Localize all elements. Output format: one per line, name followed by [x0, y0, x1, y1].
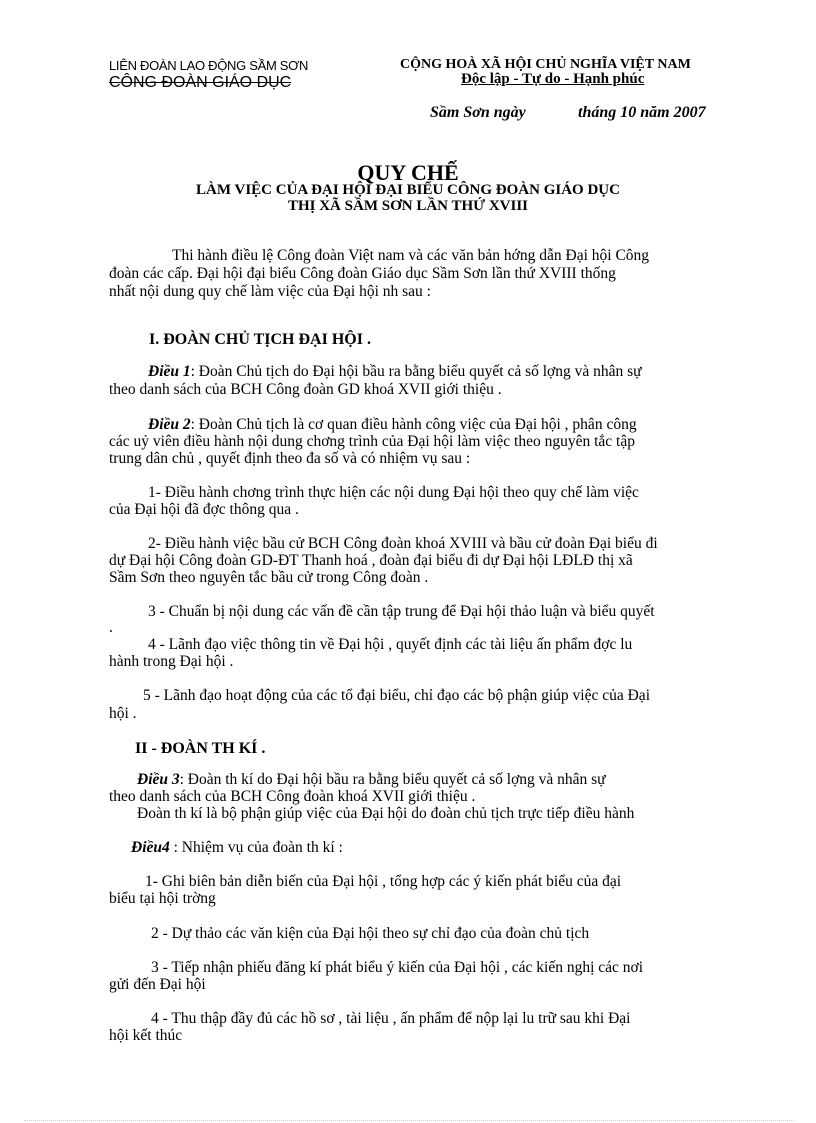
dieu3-line-1	[137, 771, 606, 789]
s1-item5-line-1: 5 - Lãnh đạo hoạt động của các tổ đại biểu, chỉ đạo các bộ phận giúp việc của Đại	[143, 687, 650, 704]
s1-item3-line-2: .	[109, 619, 113, 636]
s2-item1-line-2: biểu tại hội trờng	[109, 890, 216, 907]
dieu3-line-3: Đoàn th kí là bộ phận giúp việc của Đại hội do đoàn chủ tịch trực tiếp điều hành	[137, 805, 635, 822]
org-name-line1: LIÊN ĐOÀN LAO ĐỘNG SẦM SƠN	[109, 58, 309, 73]
s1-item5-line-2: hội .	[109, 705, 137, 722]
s2-item1-line-1: 1- Ghi biên bản diễn biến của Đại hội , tổng hợp các ý kiến phát biểu của đại	[145, 873, 622, 890]
dieu3-line-2: theo danh sách của BCH Công đoàn khoá XVII giới thiệu .	[109, 788, 476, 805]
dieu3-label: Điều 3	[137, 771, 180, 788]
s1-item4-line-1: 4 - Lãnh đạo việc thông tin về Đại hội , quyết định các tài liệu ấn phẩm đợc lu	[148, 636, 633, 653]
dieu2-text: : Đoàn Chủ tịch là cơ quan điều hành công việc của Đại hội , phân công	[190, 416, 637, 433]
dieu1-text: : Đoàn Chủ tịch do Đại hội bầu ra bằng biểu quyết cả số lợng và nhân sự	[190, 363, 642, 380]
s2-item3-line-2: gửi đến Đại hội	[109, 976, 206, 993]
dieu2-line-1	[148, 416, 637, 434]
intro-line-3: nhất nội dung quy chế làm việc của Đại hội nh sau :	[109, 283, 431, 300]
dieu1-line-1	[148, 363, 642, 381]
dieu1-line-2: theo danh sách của BCH Công đoàn GD khoá XVII giới thiệu .	[109, 381, 502, 398]
document-title: QUY CHẾ	[357, 160, 459, 185]
intro-line-1: Thi hành điều lệ Công đoàn Việt nam và các văn bản hớng dẫn Đại hội Công	[172, 247, 650, 264]
national-title: CỘNG HOÀ XÃ HỘI CHỦ NGHĨA VIỆT NAM	[400, 57, 691, 72]
document-subtitle-1: LÀM VIỆC CỦA ĐẠI HỘI ĐẠI BIỂU CÔNG ĐOÀN GIÁO DỤC	[196, 182, 620, 198]
date-place: Sầm Sơn ngày	[430, 104, 526, 121]
s2-item4-line-2: hội kết thúc	[109, 1027, 183, 1044]
s2-item2-line-1: 2 - Dự thảo các văn kiện của Đại hội theo sự chỉ đạo của đoàn chủ tịch	[151, 925, 590, 942]
s1-item1-line-1: 1- Điều hành chơng trình thực hiện các nội dung Đại hội theo quy chế làm việc	[148, 484, 639, 501]
s1-item2-line-3: Sầm Sơn theo nguyên tắc bầu cử trong Công đoàn .	[109, 569, 429, 586]
intro-line-2: đoàn các cấp. Đại hội đại biểu Công đoàn Giáo dục Sầm Sơn lần thứ XVIII thống	[109, 265, 616, 282]
document-subtitle-2: THỊ XÃ SẦM SƠN LẦN THỨ XVIII	[287, 198, 529, 214]
dieu3-text: : Đoàn th kí do Đại hội bầu ra bằng biểu quyết cả số lợng và nhân sự	[179, 771, 606, 788]
s1-item4-line-2: hành trong Đại hội .	[109, 653, 234, 670]
dieu4-label: Điều4	[131, 839, 170, 856]
dieu4-line-1	[131, 839, 343, 857]
org-name-line2: CÔNG ĐOÀN GIÁO DỤC	[109, 74, 292, 91]
national-motto: Độc lập - Tự do - Hạnh phúc	[461, 71, 645, 87]
dieu2-line-2: các uỷ viên điều hành nội dung chơng trình của Đại hội làm việc theo nguyên tắc tập	[109, 433, 635, 450]
date-rest: tháng 10 năm 2007	[578, 104, 706, 121]
s2-item3-line-1: 3 - Tiếp nhận phiếu đăng kí phát biểu ý kiến của Đại hội , các kiến nghị các nơi	[151, 959, 644, 976]
section2-heading: II - ĐOÀN TH KÍ .	[135, 740, 266, 757]
s2-item4-line-1: 4 - Thu thập đầy đủ các hồ sơ , tài liệu , ấn phẩm để nộp lại lu trữ sau khi Đại	[151, 1010, 631, 1027]
dieu2-line-3: trung dân chủ , quyết định theo đa số và có nhiệm vụ sau :	[109, 450, 471, 467]
s1-item1-line-2: của Đại hội đã đợc thông qua .	[109, 501, 299, 518]
page-bottom-divider	[24, 1120, 794, 1121]
dieu4-text: : Nhiệm vụ của đoàn th kí :	[169, 839, 343, 856]
dieu2-label: Điều 2	[148, 416, 191, 433]
s1-item3-line-1: 3 - Chuẩn bị nội dung các vấn đề cần tập trung để Đại hội thảo luận và biểu quyết	[148, 603, 655, 620]
s1-item2-line-1: 2- Điều hành việc bầu cử BCH Công đoàn khoá XVIII và bầu cử đoàn Đại biểu đi	[148, 535, 658, 552]
section1-heading: I. ĐOÀN CHỦ TỊCH ĐẠI HỘI .	[149, 331, 371, 348]
dieu1-label: Điều 1	[148, 363, 191, 380]
s1-item2-line-2: dự Đại hội Công đoàn GD-ĐT Thanh hoá , đoàn đại biểu đi dự Đại hội LĐLĐ thị xã	[109, 552, 633, 569]
